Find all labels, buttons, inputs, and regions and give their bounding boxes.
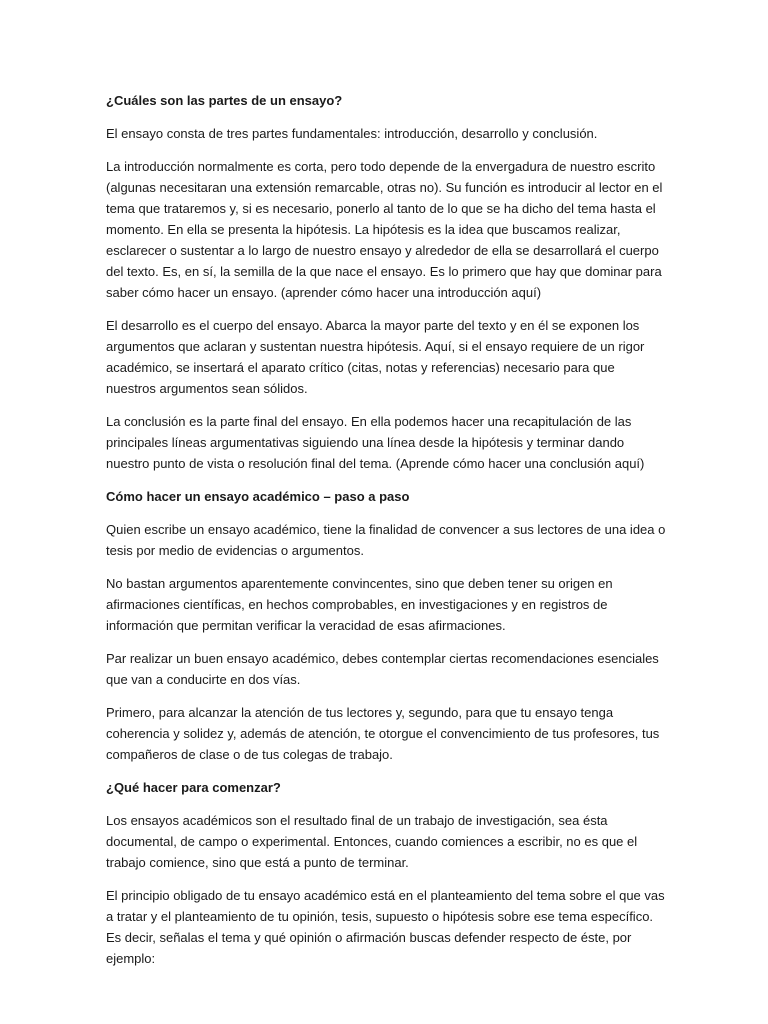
paragraph-principle: El principio obligado de tu ensayo académico está en el planteamiento del tema sobre el que vas a tratar y el planteamiento de tu opinión, tesis, supuesto o hipótesis sobre ese tema específico. Es decir, señalas el tema y qué opinión o afirmación buscas defender respecto de éste, por ejemplo: (106, 888, 665, 966)
paragraph-first-second: Primero, para alcanzar la atención de tus lectores y, segundo, para que tu ensayo tenga coherencia y solidez y, además de atención, te otorgue el convencimiento de tus profesores, tus compañeros de clase o de tus colegas de trabajo. (106, 705, 660, 762)
paragraph-parts-overview: El ensayo consta de tres partes fundamentales: introducción, desarrollo y conclusión. (106, 126, 598, 141)
section-heading-how-to: Cómo hacer un ensayo académico – paso a paso (106, 489, 410, 504)
paragraph-conclusion: La conclusión es la parte final del ensayo. En ella podemos hacer una recapitulación de las principales líneas argumentativas siguiendo una línea desde la hipótesis y terminar dando nuestro punto de vista o resolución final del tema. (Aprende cómo hacer una conclusión aquí) (106, 414, 645, 471)
section-heading-start: ¿Qué hacer para comenzar? (106, 780, 281, 795)
paragraph-recommendations: Par realizar un buen ensayo académico, debes contemplar ciertas recomendaciones esenciales que van a conducirte en dos vías. (106, 651, 659, 687)
paragraph-introduction: La introducción normalmente es corta, pero todo depende de la envergadura de nuestro escrito (algunas necesitaran una extensión remarcable, otras no). Su función es introducir al lector en el tema que trataremos y, si es necesario, ponerlo al tanto de lo que se ha dicho del tema hasta el momento. En ella se presenta la hipótesis. La hipótesis es la idea que buscamos realizar, esclarecer o sustentar a lo largo de nuestro ensayo y alrededor de ella se desarrollará el cuerpo del texto. Es, en sí, la semilla de la que nace el ensayo. Es lo primero que hay que dominar para saber cómo hacer un ensayo. (aprender cómo hacer una introducción aquí) (106, 159, 663, 300)
paragraph-academic-essays: Los ensayos académicos son el resultado final de un trabajo de investigación, sea ésta documental, de campo o experimental. Entonces, cuando comiences a escribir, no es que el trabajo comience, sino que está a punto de terminar. (106, 813, 638, 870)
document-page (106, 90, 666, 981)
section-heading-parts: ¿Cuáles son las partes de un ensayo? (106, 93, 343, 108)
paragraph-development: El desarrollo es el cuerpo del ensayo. Abarca la mayor parte del texto y en él se exponen los argumentos que aclaran y sustentan nuestra hipótesis. Aquí, si el ensayo requiere de un rigor académico, se insertará el aparato crítico (citas, notas y referencias) necesario para que nuestros argumentos sean sólidos. (106, 318, 645, 396)
paragraph-purpose: Quien escribe un ensayo académico, tiene la finalidad de convencer a sus lectores de una idea o tesis por medio de evidencias o argumentos. (106, 522, 666, 558)
paragraph-arguments: No bastan argumentos aparentemente convincentes, sino que deben tener su origen en afirmaciones científicas, en hechos comprobables, en investigaciones y en registros de información que permitan verificar la veracidad de esas afirmaciones. (106, 576, 613, 633)
